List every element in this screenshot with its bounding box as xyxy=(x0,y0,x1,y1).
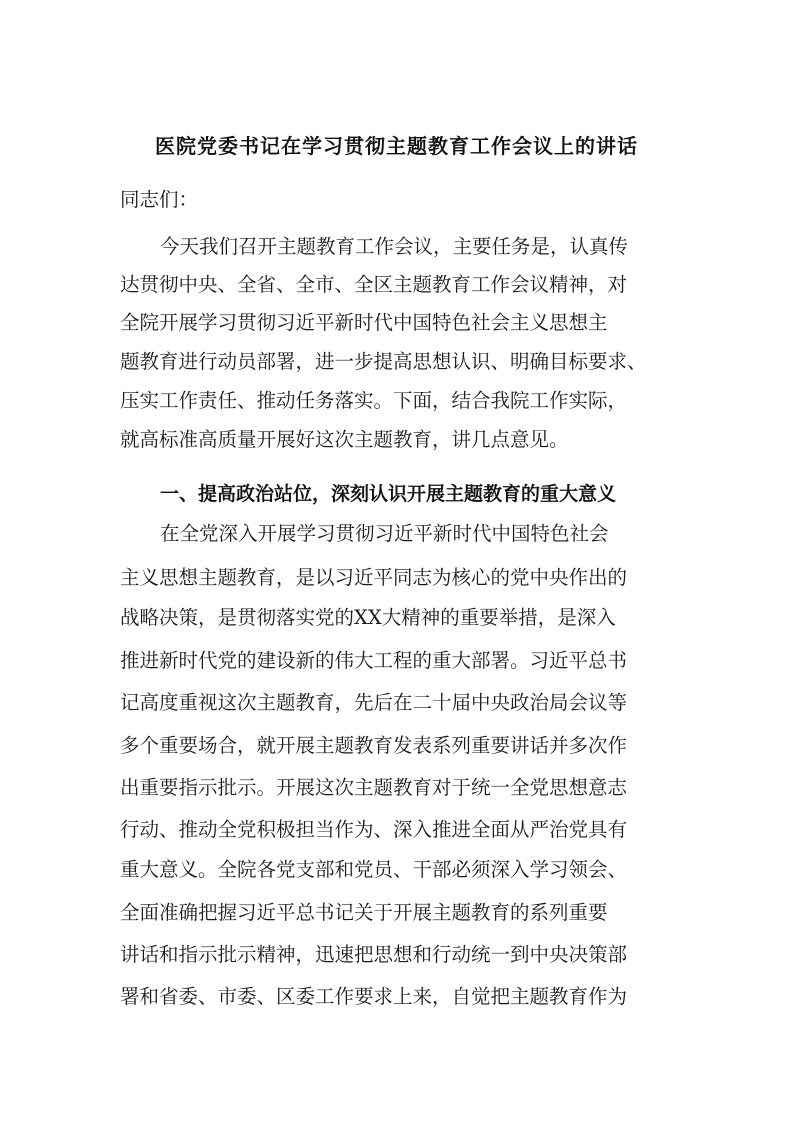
paragraph-line: 全院开展学习贯彻习近平新时代中国特色社会主义思想主 xyxy=(120,311,608,334)
paragraph-line: 讲话和指示批示精神，迅速把思想和行动统一到中央决策部 xyxy=(120,943,628,966)
paragraph-line: 战略决策，是贯彻落实党的XX大精神的重要举措，是深入 xyxy=(120,606,616,629)
paragraph-line: 署和省委、市委、区委工作要求上来，自觉把主题教育作为 xyxy=(120,985,628,1008)
paragraph-line: 行动、推动全党积极担当作为、深入推进全面从严治党具有 xyxy=(120,818,628,841)
paragraph-line: 就高标准高质量开展好这次主题教育，讲几点意见。 xyxy=(120,428,569,451)
paragraph-line: 重大意义。全院各党支部和党员、干部必须深入学习领会、 xyxy=(120,858,628,881)
section-heading: 一、提高政治站位，深刻认识开展主题教育的重大意义 xyxy=(160,483,617,505)
paragraph-line: 今天我们召开主题教育工作会议，主要任务是，认真传 xyxy=(160,235,629,258)
paragraph-line: 达贯彻中央、全省、全市、全区主题教育工作会议精神，对 xyxy=(120,273,628,296)
paragraph-line: 全面准确把握习近平总书记关于开展主题教育的系列重要 xyxy=(120,901,608,924)
document-title: 医院党委书记在学习贯彻主题教育工作会议上的讲话 xyxy=(155,134,638,158)
paragraph-line: 主义思想主题教育，是以习近平同志为核心的党中央作出的 xyxy=(120,566,628,589)
paragraph-line: 出重要指示批示。开展这次主题教育对于统一全党思想意志 xyxy=(120,776,628,799)
paragraph-line: 题教育进行动员部署，进一步提高思想认识、明确目标要求、 xyxy=(120,350,647,373)
paragraph-line: 在全党深入开展学习贯彻习近平新时代中国特色社会 xyxy=(160,522,609,545)
salutation: 同志们： xyxy=(120,188,199,211)
paragraph-line: 推进新时代党的建设新的伟大工程的重大部署。习近平总书 xyxy=(120,649,628,672)
paragraph-line: 多个重要场合，就开展主题教育发表系列重要讲话并多次作 xyxy=(120,734,628,757)
paragraph-line: 压实工作责任、推动任务落实。下面，结合我院工作实际， xyxy=(120,389,628,412)
paragraph-line: 记高度重视这次主题教育，先后在二十届中央政治局会议等 xyxy=(120,691,628,714)
